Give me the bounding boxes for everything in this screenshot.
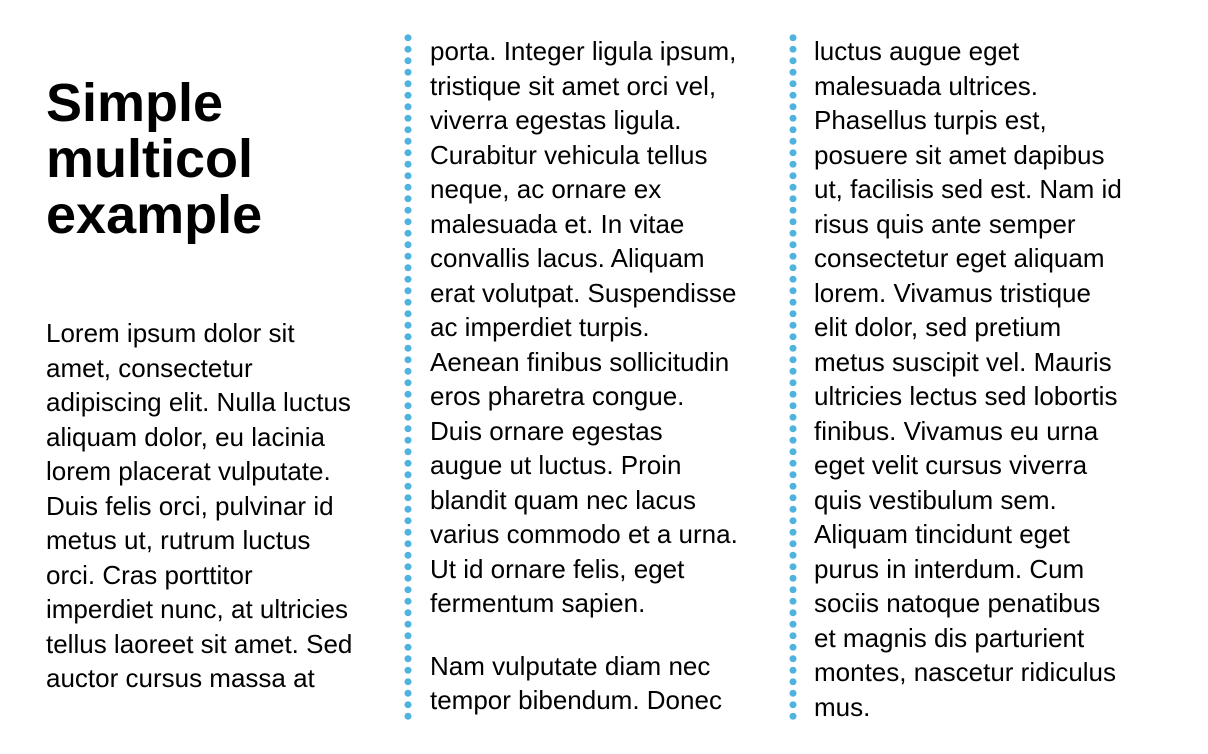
text-line: lorem. Vivamus tristique: [814, 277, 1091, 308]
text-line: varius commodo et a urna.: [430, 519, 738, 549]
text-line: purus in interdum. Cum: [814, 553, 1085, 584]
text-line: sociis natoque penatibus: [814, 588, 1101, 618]
text-line: viverra egestas ligula.: [430, 105, 682, 135]
paragraph-gap: [430, 621, 738, 649]
column-3: [814, 34, 1122, 724]
text-line: auctor cursus massa at: [46, 663, 315, 693]
text-line: blandit quam nec lacus: [430, 484, 696, 515]
text-line: luctus augue eget: [814, 36, 1020, 66]
column-1: [46, 316, 352, 696]
text-line: adipiscing elit. Nulla luctus: [46, 387, 351, 417]
text-line: fermentum sapien.: [430, 588, 646, 618]
text-line: risus quis ante semper: [814, 208, 1076, 239]
title-line: multicol: [46, 129, 254, 189]
text-line: imperdiet nunc, at ultricies: [46, 594, 349, 624]
column-rule: [789, 32, 797, 722]
text-line: elit dolor, sed pretium: [814, 312, 1062, 342]
text-line: posuere sit amet dapibus: [814, 139, 1105, 170]
text-line: finibus. Vivamus eu urna: [814, 415, 1099, 446]
text-line: convallis lacus. Aliquam: [430, 243, 705, 273]
text-line: Duis ornare egestas: [430, 415, 663, 446]
text-line: montes, nascetur ridiculus: [814, 657, 1117, 687]
text-line: aliquam dolor, eu lacinia: [46, 421, 325, 452]
text-line: tempor bibendum. Donec: [430, 685, 722, 715]
text-line: malesuada ultrices.: [814, 70, 1038, 101]
text-line: Ut id ornare felis, eget: [430, 553, 685, 584]
text-line: Curabitur vehicula tellus: [430, 139, 708, 170]
text-line: metus ut, rutrum luctus: [46, 525, 311, 555]
page-title: [46, 75, 262, 243]
text-line: tristique sit amet orci vel,: [430, 70, 717, 101]
text-line: augue ut luctus. Proin: [430, 450, 682, 480]
text-line: Aliquam tincidunt eget: [814, 519, 1070, 549]
text-line: quis vestibulum sem.: [814, 484, 1057, 515]
text-line: malesuada et. In vitae: [430, 208, 685, 239]
text-line: lorem placerat vulputate.: [46, 456, 331, 486]
title-line: example: [46, 185, 263, 245]
text-line: Nam vulputate diam nec: [430, 650, 711, 681]
text-line: Phasellus turpis est,: [814, 105, 1047, 135]
text-line: et magnis dis parturient: [814, 622, 1085, 653]
column-2: [430, 34, 738, 718]
text-line: eros pharetra congue.: [430, 381, 685, 411]
text-line: Aenean finibus sollicitudin: [430, 346, 730, 377]
text-line: tellus laoreet sit amet. Sed: [46, 628, 353, 659]
text-line: orci. Cras porttitor: [46, 559, 253, 590]
text-line: neque, ac ornare ex: [430, 174, 662, 204]
text-line: mus.: [814, 691, 871, 722]
text-line: ut, facilisis sed est. Nam id: [814, 174, 1122, 204]
text-line: eget velit cursus viverra: [814, 450, 1088, 480]
text-line: amet, consectetur: [46, 352, 253, 383]
column-rule: [404, 32, 412, 722]
text-line: erat volutpat. Suspendisse: [430, 277, 737, 308]
text-line: Duis felis orci, pulvinar id: [46, 490, 334, 521]
text-line: ultricies lectus sed lobortis: [814, 381, 1118, 411]
text-line: porta. Integer ligula ipsum,: [430, 36, 737, 66]
text-line: ac imperdiet turpis.: [430, 312, 650, 342]
text-line: metus suscipit vel. Mauris: [814, 346, 1112, 377]
title-line: Simple: [46, 73, 224, 133]
text-line: consectetur eget aliquam: [814, 243, 1105, 273]
text-line: Lorem ipsum dolor sit: [46, 318, 295, 348]
